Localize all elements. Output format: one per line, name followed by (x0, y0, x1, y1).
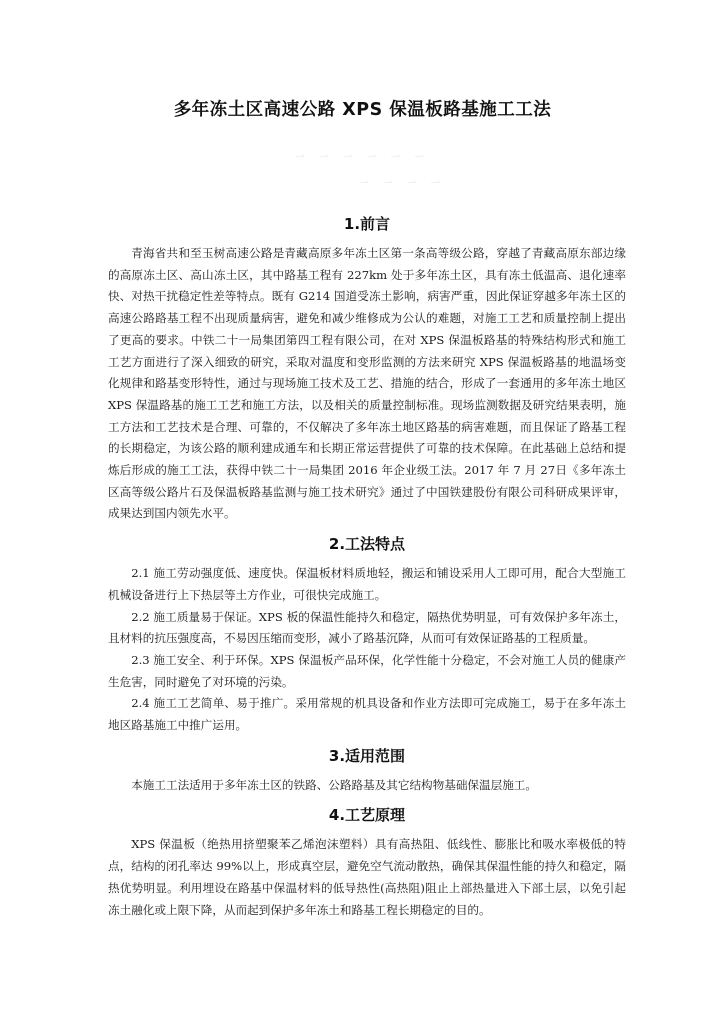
paragraph: 2.2 施工质量易于保证。XPS 板的保温性能持久和稳定，隔热优势明显，可有效保护多年冻土，且材料的抗压强度高，不易因压缩而变形，减小了路基沉降，从而可有效保证路基的工程质量。 (108, 609, 626, 646)
section-heading: 3.适用范围 (328, 746, 406, 765)
section-heading: 4.工艺原理 (328, 806, 406, 825)
section-scope (108, 743, 626, 797)
document-title: 多年冻土区高速公路 XPS 保温板路基施工工法 (173, 100, 552, 120)
paragraph: 青海省共和至玉树高速公路是青藏高原多年冻土区第一条高等级公路，穿越了青藏高原东部边缘的高原冻土区、高山冻土区，其中路基工程有 227km 处于多年冻土区，具有冻土低温高、退化速率快、对热干扰稳定性差等特点。既有 G214 国道受冻土影响，病害严重，因此保证穿越多年冻土区的高速公路路基工程不出现质量病害，避免和减少维修成为公认的难题，对施工工艺和质量控制上提出了更高的要求。中铁二十一局集团第四工程有限公司，在对 XPS 保温板路基的特殊结构形式和施工工艺方面进行了深入细致的研究，采取对温度和变形监测的方法来研究 XPS 保温板路基的地温场变化规律和路基变形特性，通过与现场施工技术及工艺、措施的结合，形成了一套通用的多年冻土地区 XPS 保温路基的施工工艺和施工方法，以及相关的质量控制标准。现场监测数据及研究结果表明，施工方法和工艺技术是合理、可靠的，不仅解决了多年冻土地区路基的病害难题，而且保证了路基工程的长期稳定，为该公路的顺利建成通车和长期正常运营提供了可靠的技术保障。在此基础上总结和提炼后形成的施工工法，获得中铁二十一局集团 2016 年企业级工法。2017 年 7 月 27日《多年冻土区高等级公路片石及保温板路基监测与施工技术研究》通过了中国铁建股份有限公司科研成果评审，成果达到国内领先水平。 (108, 246, 626, 521)
section-features (108, 531, 626, 737)
paragraph: 2.4 施工工艺简单、易于推广。采用常规的机具设备和作业方法即可完成施工，易于在多年冻土地区路基施工中推广运用。 (108, 696, 626, 733)
section-principle (108, 802, 626, 921)
document-body (108, 205, 626, 921)
paragraph: 2.3 施工安全、利于环保。XPS 保温板产品环保，化学性能十分稳定，不会对施工人员的健康产生危害，同时避免了对环境的污染。 (108, 652, 626, 689)
section-preface (108, 211, 626, 525)
section-heading: 1.前言 (343, 215, 391, 233)
faint-subtitle-line: 一 一 一 一 (359, 179, 446, 189)
faint-subtitle-line: 一 一 一 一 一 一 (295, 153, 430, 163)
paragraph: 本施工工法适用于多年冻土区的铁路、公路路基及其它结构物基础保温层施工。 (131, 777, 537, 792)
paragraph: 2.1 施工劳动强度低、速度快。保温板材料质地轻，搬运和铺设采用人工即可用，配合大型施工机械设备进行上下热层等土方作业，可很快完成施工。 (108, 566, 626, 602)
section-heading: 2.工法特点 (328, 535, 406, 554)
paragraph: XPS 保温板（绝热用挤塑聚苯乙烯泡沫塑料）具有高热阻、低线性、膨胀比和吸水率极低的特点，结构的闭孔率达 99%以上，形成真空层，避免空气流动散热，确保其保温性能的持久和稳定，隔热优势明显。利用埋设在路基中保温材料的低导热性(高热阻)阻止上部热量进入下部土层，以免引起冻土融化或上限下降，从而起到保护多年冻土和路基工程长期稳定的目的。 (108, 837, 626, 917)
